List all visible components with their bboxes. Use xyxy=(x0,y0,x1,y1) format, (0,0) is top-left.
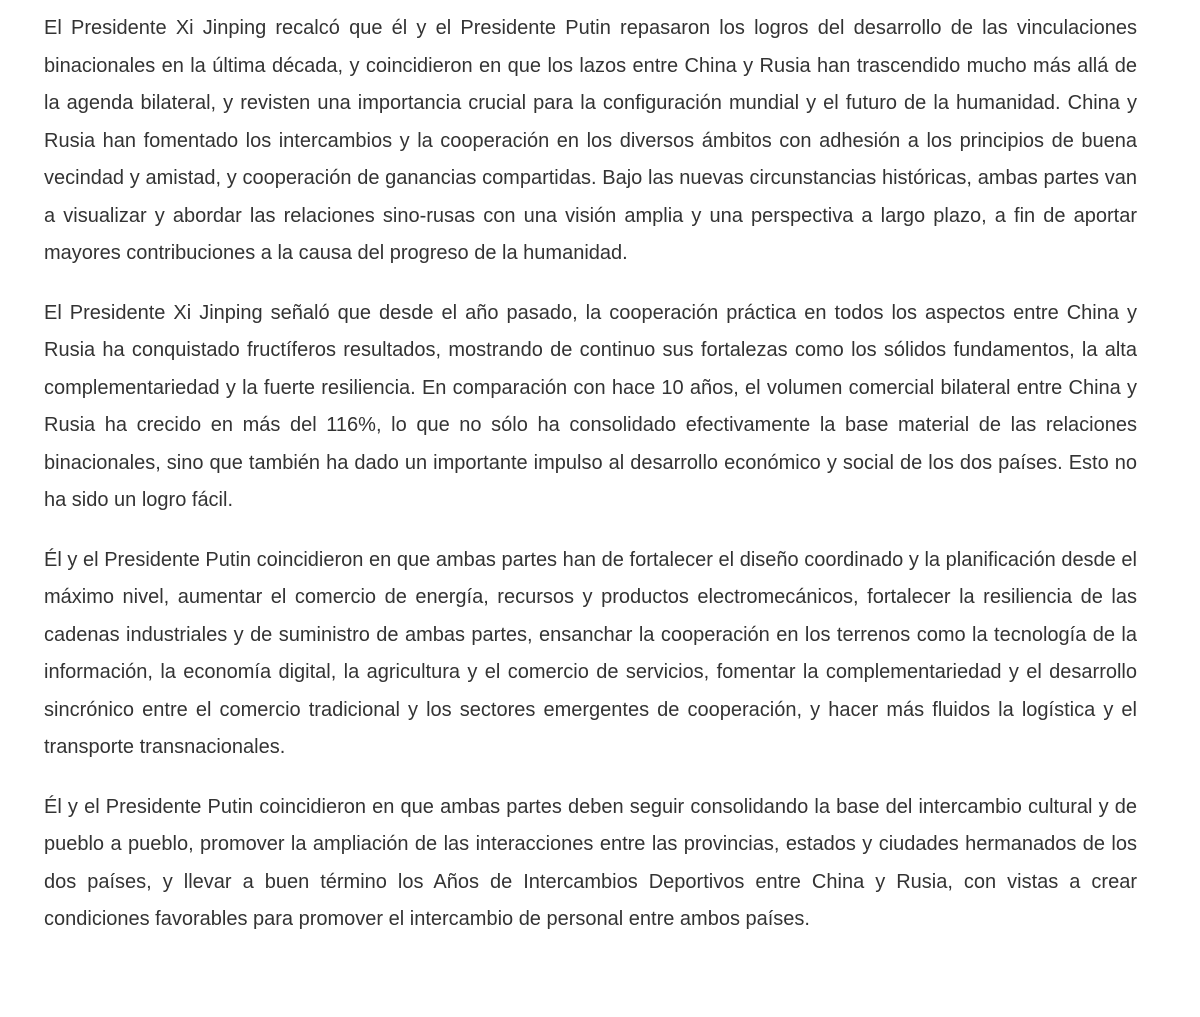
article-body xyxy=(44,10,1137,961)
paragraph-4: Él y el Presidente Putin coincidieron en que ambas partes deben seguir consolidando la base del intercambio cultural y de pueblo a pueblo, promover la ampliación de las interacciones entre las provincias, estados y ciudades hermanados de los dos países, y llevar a buen término los Años de Intercambios Deportivos entre China y Rusia, con vistas a crear condiciones favorables para promover el intercambio de personal entre ambos países. xyxy=(44,795,1137,930)
paragraph-3: Él y el Presidente Putin coincidieron en que ambas partes han de fortalecer el diseño coordinado y la planificación desde el máximo nivel, aumentar el comercio de energía, recursos y productos electromecánicos, fortalecer la resiliencia de las cadenas industriales y de suministro de ambas partes, ensanchar la cooperación en los terrenos como la tecnología de la información, la economía digital, la agricultura y el comercio de servicios, fomentar la complementariedad y el desarrollo sincrónico entre el comercio tradicional y los sectores emergentes de cooperación, y hacer más fluidos la logística y el transporte transnacionales. xyxy=(44,548,1137,758)
paragraph-2: El Presidente Xi Jinping señaló que desde el año pasado, la cooperación práctica en todos los aspectos entre China y Rusia ha conquistado fructíferos resultados, mostrando de continuo sus fortalezas como los sólidos fundamentos, la alta complementariedad y la fuerte resiliencia. En comparación con hace 10 años, el volumen comercial bilateral entre China y Rusia ha crecido en más del 116%, lo que no sólo ha consolidado efectivamente la base material de las relaciones binacionales, sino que también ha dado un importante impulso al desarrollo económico y social de los dos países. Esto no ha sido un logro fácil. xyxy=(44,301,1137,511)
paragraph-1: El Presidente Xi Jinping recalcó que él y el Presidente Putin repasaron los logros del desarrollo de las vinculaciones binacionales en la última década, y coincidieron en que los lazos entre China y Rusia han trascendido mucho más allá de la agenda bilateral, y revisten una importancia crucial para la configuración mundial y el futuro de la humanidad. China y Rusia han fomentado los intercambios y la cooperación en los diversos ámbitos con adhesión a los principios de buena vecindad y amistad, y cooperación de ganancias compartidas. Bajo las nuevas circunstancias históricas, ambas partes van a visualizar y abordar las relaciones sino-rusas con una visión amplia y una perspectiva a largo plazo, a fin de aportar mayores contribuciones a la causa del progreso de la humanidad. xyxy=(44,17,1137,264)
